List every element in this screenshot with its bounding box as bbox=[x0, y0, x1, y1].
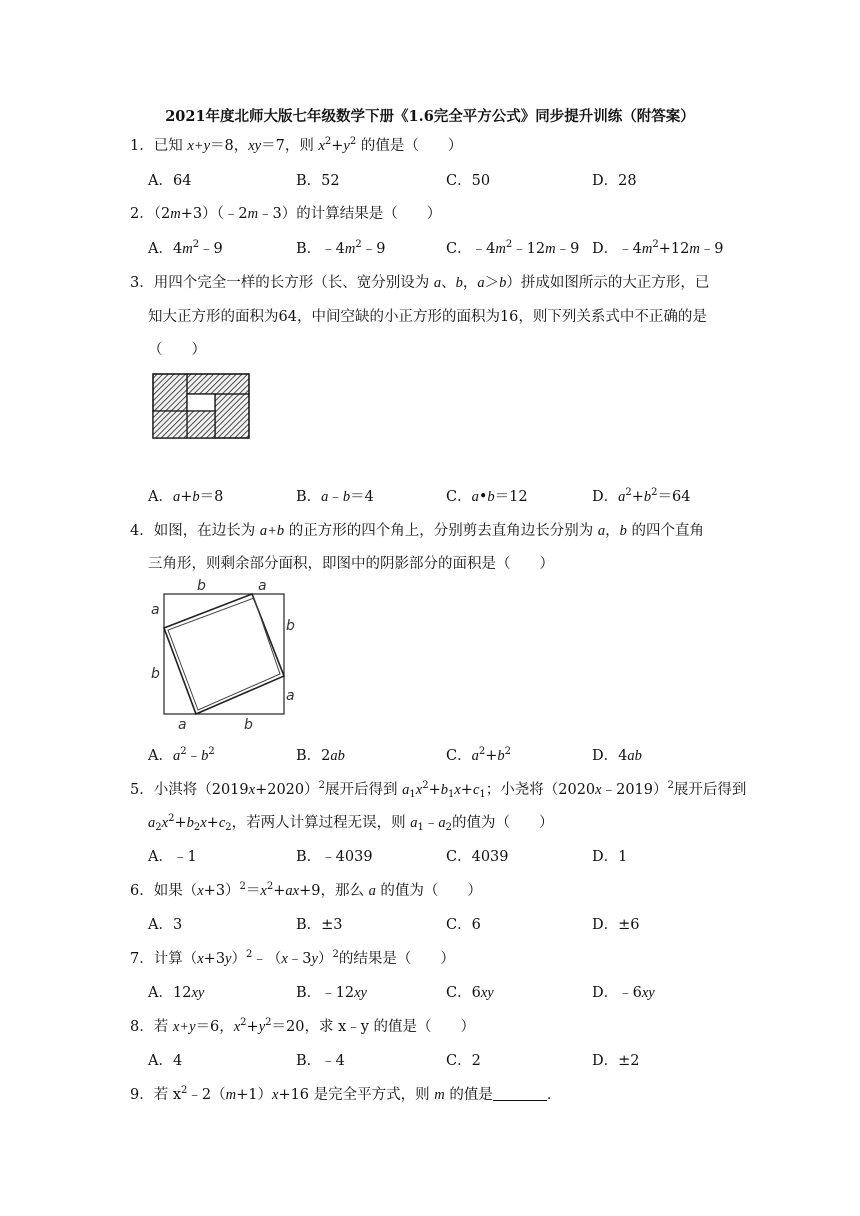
q5-exponent: 2 bbox=[667, 780, 674, 791]
opt-text: ﹣9 bbox=[699, 241, 724, 257]
opt-math: b bbox=[342, 489, 351, 505]
opt-math: m bbox=[689, 241, 700, 257]
q3-text: 、 bbox=[441, 275, 456, 291]
q8-text: ＝6， bbox=[195, 1019, 234, 1035]
opt-text: D．﹣4 bbox=[592, 241, 642, 257]
question-3-line-3: （ ） bbox=[148, 342, 206, 358]
opt-math: m bbox=[545, 241, 556, 257]
q1-text: + bbox=[331, 138, 344, 154]
q8-options bbox=[148, 1049, 848, 1069]
option-c[interactable] bbox=[446, 237, 579, 258]
q6-text: + bbox=[273, 883, 286, 899]
q7-math: x bbox=[281, 951, 288, 967]
q5-text: + bbox=[174, 815, 187, 831]
option-b[interactable] bbox=[296, 981, 367, 1002]
q9-text: 的值是 bbox=[444, 1087, 493, 1103]
opt-math: b bbox=[497, 748, 505, 764]
opt-exponent: 2 bbox=[651, 487, 658, 498]
q4-math: a+b bbox=[259, 523, 285, 539]
q3-math: b bbox=[455, 275, 463, 291]
question-number: 5． bbox=[130, 782, 154, 798]
opt-math: m bbox=[495, 241, 506, 257]
opt-text: A．12 bbox=[148, 985, 192, 1001]
q9-text: ． bbox=[546, 1087, 562, 1103]
q7-exponent: 2 bbox=[332, 949, 339, 960]
q5-subscript: 1 bbox=[447, 789, 455, 800]
q5-math: x bbox=[415, 782, 423, 798]
q1-exponent: 2 bbox=[324, 136, 332, 147]
opt-exponent: 2 bbox=[180, 746, 187, 757]
q6-text: +3） bbox=[203, 883, 240, 899]
q7-math: y bbox=[311, 951, 318, 967]
option-a[interactable]: A．3 bbox=[148, 917, 183, 933]
question-3-line-2: 知大正方形的面积为64，中间空缺的小正方形的面积为16，则下列关系式中不正确的是 bbox=[148, 309, 707, 325]
q3-math: a bbox=[433, 275, 442, 291]
q4-text: ， bbox=[605, 523, 620, 539]
page-title: 2021年度北师大版七年级数学下册《1.6完全平方公式》同步提升训练（附答案） bbox=[165, 108, 695, 125]
opt-exponent: 2 bbox=[355, 239, 362, 250]
q5-text: + bbox=[460, 782, 473, 798]
q1-text: ＝8， bbox=[210, 138, 249, 154]
q3-text: 用四个完全一样的长方形（长、宽分别设为 bbox=[153, 275, 434, 291]
q4-options bbox=[148, 744, 848, 764]
option-d[interactable] bbox=[592, 981, 655, 1002]
q9-text: +1） bbox=[236, 1087, 272, 1103]
q4-text: 的四个直角 bbox=[626, 523, 704, 539]
opt-text: B．2 bbox=[296, 748, 331, 764]
q5-text: ﹣ bbox=[423, 815, 439, 831]
q1-math: x bbox=[318, 138, 325, 154]
opt-text: ﹣9 bbox=[555, 241, 580, 257]
question-3 bbox=[130, 271, 709, 292]
opt-text: + bbox=[180, 489, 193, 505]
question-number: 3． bbox=[130, 275, 154, 291]
option-c[interactable]: C．6 bbox=[446, 917, 481, 933]
q1-math: x+y bbox=[187, 138, 210, 154]
question-5-line-2 bbox=[148, 811, 553, 832]
opt-exponent: 2 bbox=[504, 746, 512, 757]
option-b[interactable] bbox=[296, 744, 345, 765]
q4-label-top-b: b bbox=[197, 578, 206, 594]
question-number: 2． bbox=[130, 206, 154, 222]
q5-text: + bbox=[428, 782, 441, 798]
q7-math: x bbox=[197, 951, 204, 967]
question-1 bbox=[130, 134, 462, 155]
q7-text: ） bbox=[231, 951, 246, 967]
option-b[interactable]: B．±3 bbox=[296, 917, 343, 933]
q2-text: +3）（﹣2 bbox=[180, 206, 248, 222]
q3-text: ）拼成如图所示的大正方形，已 bbox=[506, 275, 710, 291]
q5-math: c bbox=[218, 815, 226, 831]
q8-exponent: 2 bbox=[240, 1017, 247, 1028]
q3-math: b bbox=[499, 275, 507, 291]
opt-text: A． bbox=[148, 748, 173, 764]
option-c[interactable]: C．2 bbox=[446, 1053, 481, 1069]
option-d[interactable] bbox=[592, 485, 691, 506]
opt-math: ab bbox=[330, 748, 345, 764]
q5-text: ；小尧将（2020 bbox=[485, 782, 596, 798]
opt-text: C． bbox=[446, 748, 472, 764]
q4-math: a bbox=[597, 523, 606, 539]
option-d[interactable] bbox=[592, 744, 642, 765]
q5-math: x bbox=[248, 782, 256, 798]
option-a[interactable] bbox=[148, 744, 215, 765]
q5-math: a bbox=[438, 815, 446, 831]
opt-text: B．﹣12 bbox=[296, 985, 355, 1001]
question-number: 1． bbox=[130, 138, 154, 154]
opt-text: C．6 bbox=[446, 985, 481, 1001]
opt-text: D．﹣6 bbox=[592, 985, 642, 1001]
question-4-line-2: 三角形，则剩余部分面积，即图中的阴影部分的面积是（ ） bbox=[148, 556, 554, 572]
option-b[interactable] bbox=[296, 485, 374, 506]
q6-exponent: 2 bbox=[239, 881, 246, 892]
q7-text: ﹣（ bbox=[252, 951, 282, 967]
q6-options bbox=[148, 913, 848, 933]
opt-text: ﹣ bbox=[186, 748, 202, 764]
opt-text: A．4 bbox=[148, 241, 183, 257]
option-a[interactable] bbox=[148, 485, 223, 506]
opt-exponent: 2 bbox=[625, 487, 632, 498]
opt-math: xy bbox=[354, 985, 367, 1001]
opt-text: ﹣9 bbox=[361, 241, 386, 257]
option-b[interactable]: B．﹣4 bbox=[296, 1053, 345, 1069]
opt-text: C． bbox=[446, 489, 472, 505]
q5-math: a bbox=[148, 815, 156, 831]
option-a[interactable] bbox=[148, 237, 223, 258]
question-7 bbox=[130, 947, 455, 968]
opt-math: a bbox=[471, 489, 479, 505]
opt-math: xy bbox=[641, 985, 655, 1001]
q6-text: 的值为（ ） bbox=[375, 883, 482, 899]
q4-label-top-a: a bbox=[258, 578, 267, 594]
opt-text: ＝4 bbox=[350, 489, 374, 505]
q9-math: m bbox=[434, 1087, 445, 1103]
question-number: 8． bbox=[130, 1019, 154, 1035]
q5-math: b bbox=[186, 815, 194, 831]
q4-label-left-b: b bbox=[151, 666, 160, 682]
question-4 bbox=[130, 519, 704, 540]
q4-label-bottom-a: a bbox=[178, 717, 187, 733]
q8-math: x+y bbox=[172, 1019, 196, 1035]
q5-text: +2020） bbox=[255, 782, 319, 798]
q4-text: 的正方形的四个角上，分别剪去直角边长分别为 bbox=[284, 523, 598, 539]
option-b[interactable] bbox=[296, 237, 385, 258]
opt-text: ﹣9 bbox=[199, 241, 223, 257]
option-c[interactable] bbox=[446, 744, 511, 765]
opt-exponent: 2 bbox=[652, 239, 659, 250]
q6-math: ax bbox=[285, 883, 300, 899]
q7-options bbox=[148, 981, 848, 1001]
option-c[interactable] bbox=[446, 485, 528, 506]
q3-math: a bbox=[477, 275, 485, 291]
opt-text: D． bbox=[592, 489, 619, 505]
q7-text: +3 bbox=[203, 951, 226, 967]
q5-subscript: 1 bbox=[479, 789, 486, 800]
q5-math: a bbox=[410, 815, 418, 831]
option-b[interactable]: B．﹣4039 bbox=[296, 849, 373, 865]
opt-math: m bbox=[344, 241, 356, 257]
q5-text: 小淇将（2019 bbox=[153, 782, 249, 798]
opt-text: ﹣ bbox=[328, 489, 343, 505]
q6-text: ＝ bbox=[245, 883, 261, 899]
q8-text: 若 bbox=[153, 1019, 173, 1035]
opt-text: +12 bbox=[658, 241, 690, 257]
q2-text: ﹣3）的计算结果是（ ） bbox=[258, 206, 442, 222]
option-c[interactable]: C．50 bbox=[446, 173, 491, 189]
opt-math: m bbox=[182, 241, 193, 257]
q8-text: + bbox=[246, 1019, 259, 1035]
q1-exponent: 2 bbox=[349, 136, 357, 147]
opt-text: ﹣12 bbox=[512, 241, 546, 257]
q4-label-left-a: a bbox=[151, 602, 160, 618]
q8-text: ＝20，求 x﹣y 的值是（ ） bbox=[271, 1019, 476, 1035]
q3-figure bbox=[152, 373, 250, 439]
opt-text: C．﹣4 bbox=[446, 241, 496, 257]
q5-subscript: 2 bbox=[445, 822, 452, 833]
opt-text: • bbox=[478, 489, 488, 505]
option-d[interactable] bbox=[592, 237, 724, 258]
q3-options bbox=[148, 485, 848, 505]
question-9 bbox=[130, 1083, 561, 1104]
q9-math: x bbox=[272, 1087, 279, 1103]
question-number: 7． bbox=[130, 951, 154, 967]
opt-math: a bbox=[172, 748, 181, 764]
q6-text: +9，那么 bbox=[299, 883, 369, 899]
q9-text: ﹣2（ bbox=[187, 1087, 226, 1103]
q5-math: x bbox=[161, 815, 169, 831]
opt-exponent: 2 bbox=[208, 746, 215, 757]
q1-options bbox=[148, 169, 848, 189]
q1-text: 的值是（ ） bbox=[356, 138, 463, 154]
opt-text: ＝12 bbox=[494, 489, 528, 505]
q2-options bbox=[148, 237, 848, 257]
q5-math: x bbox=[200, 815, 207, 831]
q5-subscript: 1 bbox=[409, 789, 416, 800]
question-5 bbox=[130, 778, 746, 799]
option-a[interactable]: A．﹣1 bbox=[148, 849, 197, 865]
option-d[interactable]: D．±6 bbox=[592, 917, 640, 933]
opt-math: b bbox=[201, 748, 209, 764]
q1-text: ＝7，则 bbox=[261, 138, 319, 154]
option-d[interactable]: D．1 bbox=[592, 849, 628, 865]
q4-label-right-b: b bbox=[286, 618, 295, 634]
opt-math: b bbox=[487, 489, 495, 505]
opt-text: ＝8 bbox=[199, 489, 224, 505]
q2-text: （2 bbox=[153, 206, 171, 222]
q5-text: 的值为（ ） bbox=[451, 815, 554, 831]
q5-text: 展开后得到 bbox=[325, 782, 403, 798]
option-a[interactable]: A．64 bbox=[148, 173, 192, 189]
option-a[interactable]: A．4 bbox=[148, 1053, 183, 1069]
opt-math: xy bbox=[480, 985, 494, 1001]
opt-text: + bbox=[485, 748, 498, 764]
question-8 bbox=[130, 1015, 475, 1036]
q1-math: y bbox=[343, 138, 350, 154]
q5-math: c bbox=[472, 782, 480, 798]
option-a[interactable] bbox=[148, 981, 204, 1002]
q5-text: ﹣2019） bbox=[601, 782, 668, 798]
opt-math: a bbox=[618, 489, 626, 505]
q6-math: a bbox=[368, 883, 376, 899]
q7-text: ﹣3 bbox=[287, 951, 312, 967]
q8-math: x bbox=[233, 1019, 241, 1035]
opt-text: D．4 bbox=[592, 748, 628, 764]
opt-math: a bbox=[321, 489, 329, 505]
q5-text: + bbox=[206, 815, 219, 831]
answer-blank[interactable] bbox=[493, 1086, 547, 1101]
q9-exponent: 2 bbox=[181, 1085, 188, 1096]
option-b[interactable]: B．52 bbox=[296, 173, 340, 189]
q7-text: 计算（ bbox=[153, 951, 198, 967]
q2-math: m bbox=[170, 206, 181, 222]
opt-text: + bbox=[631, 489, 644, 505]
q6-math: x bbox=[260, 883, 267, 899]
q5-exponent: 2 bbox=[318, 780, 326, 791]
question-6 bbox=[130, 879, 482, 900]
q4-label-right-a: a bbox=[286, 688, 295, 704]
question-number: 4． bbox=[130, 523, 154, 539]
question-number: 9． bbox=[130, 1087, 154, 1103]
q7-text: 的结果是（ ） bbox=[338, 951, 455, 967]
q4-figure bbox=[146, 576, 300, 736]
q5-subscript: 2 bbox=[193, 822, 201, 833]
q2-math: m bbox=[247, 206, 259, 222]
opt-math: m bbox=[641, 241, 653, 257]
option-c[interactable]: C．4039 bbox=[446, 849, 509, 865]
q1-math: xy bbox=[248, 138, 262, 154]
q9-math: m bbox=[225, 1087, 237, 1103]
opt-math: a bbox=[471, 748, 479, 764]
opt-text: ＝64 bbox=[657, 489, 691, 505]
q5-exponent: 2 bbox=[168, 813, 175, 824]
opt-text: A． bbox=[148, 489, 173, 505]
q6-text: 如果（ bbox=[153, 883, 198, 899]
q1-text: 已知 bbox=[153, 138, 188, 154]
q5-subscript: 2 bbox=[225, 822, 232, 833]
q5-options bbox=[148, 845, 848, 865]
q5-math: b bbox=[440, 782, 448, 798]
q5-text: 展开后得到 bbox=[673, 782, 747, 798]
q5-math: x bbox=[454, 782, 461, 798]
q5-exponent: 2 bbox=[422, 780, 429, 791]
q5-text: ，若两人计算过程无误，则 bbox=[231, 815, 411, 831]
option-d[interactable]: D．±2 bbox=[592, 1053, 640, 1069]
question-number: 6． bbox=[130, 883, 154, 899]
opt-math: ab bbox=[627, 748, 642, 764]
q5-math: x bbox=[595, 782, 602, 798]
opt-math: a bbox=[172, 489, 181, 505]
q5-subscript: 1 bbox=[417, 822, 424, 833]
q4-math: b bbox=[619, 523, 627, 539]
q9-text: 若 x bbox=[153, 1087, 182, 1103]
opt-math: b bbox=[643, 489, 652, 505]
option-c[interactable] bbox=[446, 981, 494, 1002]
q7-text: ） bbox=[317, 951, 333, 967]
q6-exponent: 2 bbox=[266, 881, 274, 892]
q5-subscript: 2 bbox=[155, 822, 162, 833]
opt-exponent: 2 bbox=[478, 746, 486, 757]
q5-math: a bbox=[402, 782, 410, 798]
q8-exponent: 2 bbox=[265, 1017, 272, 1028]
q6-math: x bbox=[197, 883, 204, 899]
opt-math: xy bbox=[191, 985, 205, 1001]
question-2 bbox=[130, 202, 441, 223]
q4-label-bottom-b: b bbox=[244, 717, 253, 733]
opt-math: b bbox=[192, 489, 200, 505]
q9-text: +16 是完全平方式，则 bbox=[278, 1087, 435, 1103]
q4-text: 如图，在边长为 bbox=[153, 523, 260, 539]
opt-exponent: 2 bbox=[505, 239, 513, 250]
opt-text: B． bbox=[296, 489, 322, 505]
option-d[interactable]: D．28 bbox=[592, 173, 637, 189]
opt-exponent: 2 bbox=[192, 239, 200, 250]
opt-text: B．﹣4 bbox=[296, 241, 345, 257]
q3-text: ＞ bbox=[484, 275, 500, 291]
q7-math: y bbox=[225, 951, 232, 967]
q3-text: ， bbox=[462, 275, 478, 291]
q7-exponent: 2 bbox=[245, 949, 253, 960]
q8-math: y bbox=[258, 1019, 266, 1035]
